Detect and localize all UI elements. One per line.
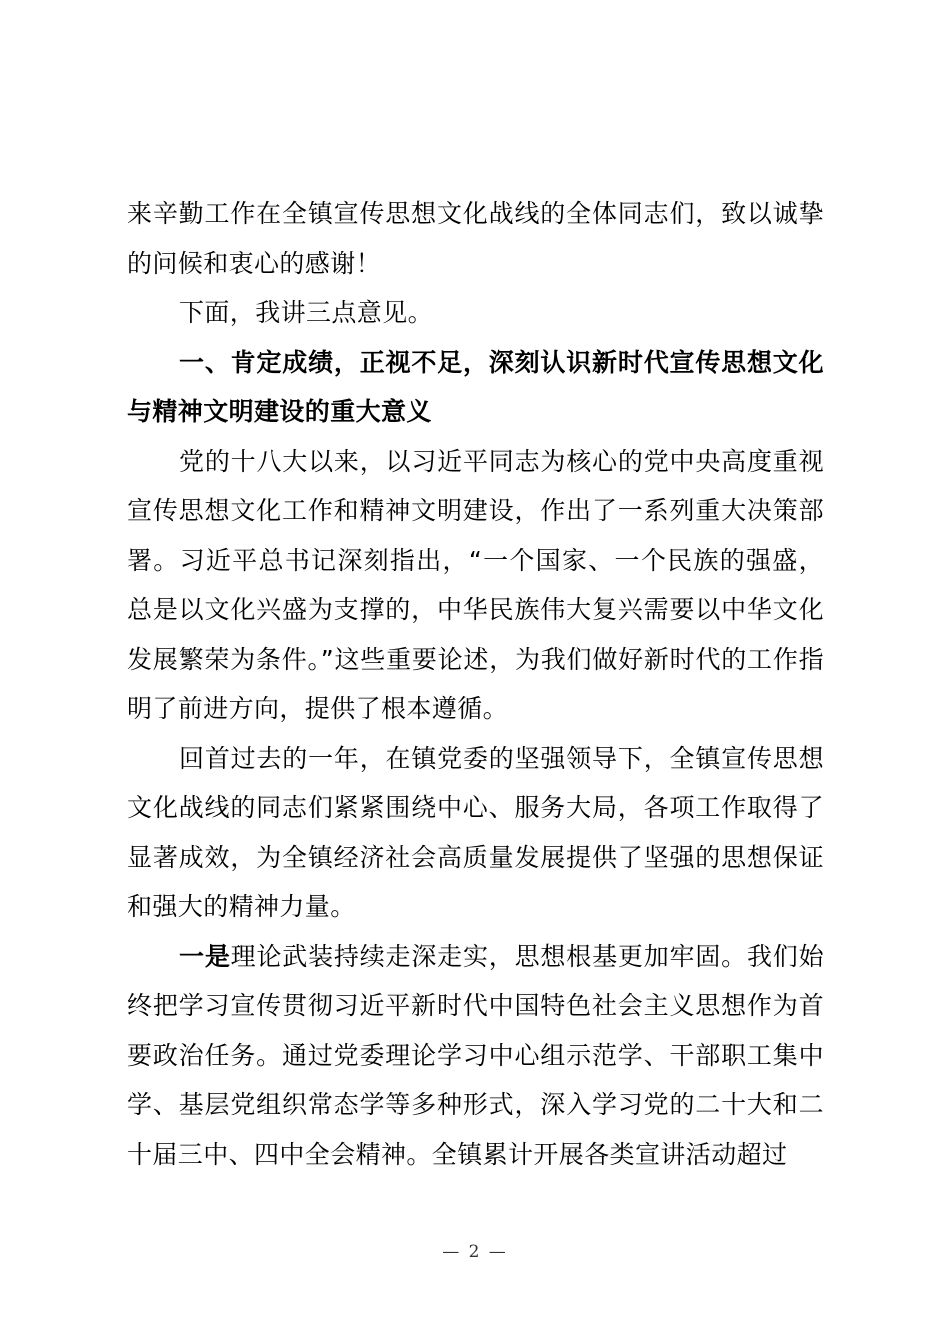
- point-one-text: 理论武装持续走深走实，思想根基更加牢固。我们始终把学习宣传贯彻习近平新时代中国特色社会主义思想作为首要政治任务。通过党委理论学习中心组示范学、干部职工集中学、基层党组织常态学等多种形式，深入学习党的二十大和二十届三中、四中全会精神。全镇累计开展各类宣讲活动超过: [127, 941, 824, 1169]
- paragraph-party-congress: 党的十八大以来，以习近平同志为核心的党中央高度重视宣传思想文化工作和精神文明建设，作出了一系列重大决策部署。习近平总书记深刻指出，“一个国家、一个民族的强盛，总是以文化兴盛为支撑的，中华民族伟大复兴需要以中华文化发展繁荣为条件。”这些重要论述，为我们做好新时代的工作指明了前进方向，提供了根本遵循。: [127, 446, 824, 723]
- paragraph-review: 回首过去的一年，在镇党委的坚强领导下，全镇宣传思想文化战线的同志们紧紧围绕中心、服务大局，各项工作取得了显著成效，为全镇经济社会高质量发展提供了坚强的思想保证和强大的精神力量。: [127, 743, 824, 921]
- section-heading-1: 一、肯定成绩，正视不足，深刻认识新时代宣传思想文化与精神文明建设的重大意义: [127, 347, 824, 426]
- document-body: [127, 189, 824, 1179]
- page-number: — 2 —: [442, 1242, 508, 1262]
- paragraph-point-one: [127, 932, 824, 1180]
- paragraph-intro: 下面，我讲三点意见。: [179, 298, 434, 327]
- paragraph-greeting: 来辛勤工作在全镇宣传思想文化战线的全体同志们，致以诚挚的问候和衷心的感谢！: [127, 199, 824, 278]
- point-one-lead: 一是: [179, 941, 231, 971]
